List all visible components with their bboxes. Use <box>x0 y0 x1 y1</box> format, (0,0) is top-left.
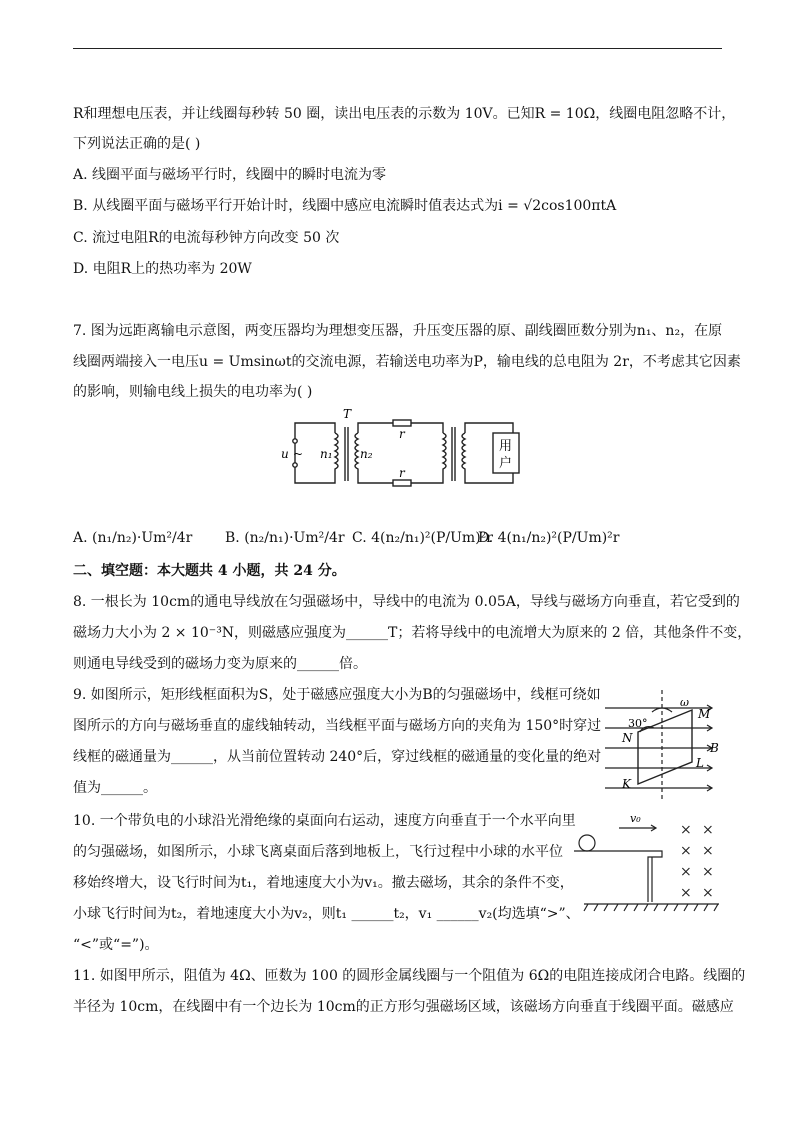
field-cross-6: × <box>702 864 714 880</box>
user-label-2: 户 <box>499 456 513 471</box>
field-cross-3: × <box>680 843 692 859</box>
q9-line-4: 值为______。 <box>73 780 157 796</box>
line-resistance-label-bottom: r <box>399 466 405 480</box>
q9-line-3: 线框的磁通量为______，从当前位置转动 240°后，穿过线框的磁通量的变化量的绝对 <box>73 749 602 765</box>
coil-label-n2: n₂ <box>360 447 373 461</box>
charged-ball-diagram <box>574 810 724 915</box>
velocity-label-v0: v₀ <box>630 812 641 825</box>
q7-stem-line-1: 7. 图为远距离输电示意图，两变压器均为理想变压器，升压变压器的原、副线圈匝数分别为n₁、n₂，在原 <box>73 323 723 339</box>
q8-line-2: 磁场力大小为 2 × 10⁻³N，则磁感应强度为______T；若将导线中的电流增大为原来的 2 倍，其他条件不变， <box>73 625 752 641</box>
q6-option-a: A. 线圈平面与磁场平行时，线圈中的瞬时电流为零 <box>73 167 387 183</box>
q10-line-1: 10. 一个带负电的小球沿光滑绝缘的桌面向右运动，速度方向垂直于一个水平向里 <box>73 813 576 829</box>
core-label-t: T <box>343 407 352 421</box>
q10-line-5: “<”或“=”)。 <box>73 937 159 953</box>
q9-line-2: 图所示的方向与磁场垂直的虚线轴转动，当线框平面与磁场方向的夹角为 150°时穿过 <box>73 718 602 734</box>
source-label-u: u <box>281 447 289 461</box>
q8-line-1: 8. 一根长为 10cm的通电导线放在匀强磁场中，导线中的电流为 0.05A，导线与磁场方向垂直，若它受到的 <box>73 594 740 610</box>
field-cross-2: × <box>702 822 714 838</box>
q7-option-a: A. (n₁/n₂)·Um²/4r <box>73 530 193 546</box>
q10-line-3: 移始终增大，设飞行时间为t₁，着地速度大小为v₁。撤去磁场，其余的条件不变， <box>73 875 574 891</box>
transmission-circuit-diagram <box>275 403 525 498</box>
q7-stem-line-3: 的影响，则输电线上损失的电功率为( ) <box>73 384 313 400</box>
q7-option-c: C. 4(n₂/n₁)²(P/Um)²r <box>352 530 493 546</box>
rotating-frame-figure <box>600 690 725 804</box>
q6-option-b: B. 从线圈平面与磁场平行开始计时，线圈中感应电流瞬时值表达式为i = √2cos100πtA <box>73 198 617 214</box>
vertex-label-l: L <box>696 756 704 770</box>
rotating-frame-diagram <box>600 690 725 800</box>
q11-line-2: 半径为 10cm，在线圈中有一个边长为 10cm的正方形匀强磁场区域，该磁场方向垂直于线圈平面。磁感应 <box>73 999 734 1015</box>
q6-option-d: D. 电阻R上的热功率为 20W <box>73 261 252 277</box>
vertex-label-k: K <box>622 777 631 791</box>
section-heading: 二、填空题：本大题共 4 小题，共 24 分。 <box>73 563 346 579</box>
vertex-label-m: M <box>698 707 711 721</box>
field-cross-5: × <box>680 864 692 880</box>
angle-label: 30° <box>628 717 648 730</box>
q11-line-1: 11. 如图甲所示，阻值为 4Ω、匝数为 100 的圆形金属线圈与一个阻值为 6Ω的电阻连接成闭合电路。线圈的 <box>73 968 746 984</box>
q7-option-d: D. 4(n₁/n₂)²(P/Um)²r <box>478 530 620 546</box>
angular-velocity-label: ω <box>680 696 689 709</box>
line-resistance-label-top: r <box>399 427 405 441</box>
field-label-b: B <box>710 741 719 755</box>
q8-line-3: 则通电导线受到的磁场力变为原来的______倍。 <box>73 656 367 672</box>
q6-stem-line-1: R和理想电压表，并让线圈每秒转 50 圈，读出电压表的示数为 10V。已知R = 10Ω，线圈电阻忽略不计， <box>73 106 736 122</box>
q6-stem-line-2: 下列说法正确的是( ) <box>73 136 201 152</box>
transmission-circuit-figure <box>275 403 525 502</box>
user-label-1: 用 <box>499 439 513 454</box>
header-rule <box>73 48 722 49</box>
q6-option-c: C. 流过电阻R的电流每秒钟方向改变 50 次 <box>73 230 340 246</box>
q7-option-b: B. (n₂/n₁)·Um²/4r <box>225 530 345 546</box>
field-cross-1: × <box>680 822 692 838</box>
q10-line-4: 小球飞行时间为t₂，着地速度大小为v₂，则t₁ ______t₂，v₁ ______v₂(均选填“>”、 <box>73 906 580 922</box>
ac-source-icon: ~ <box>293 447 304 461</box>
field-cross-4: × <box>702 843 714 859</box>
q9-line-1: 9. 如图所示，矩形线框面积为S，处于磁感应强度大小为B的匀强磁场中，线框可绕如 <box>73 687 601 703</box>
field-cross-8: × <box>702 885 714 901</box>
q10-line-2: 的匀强磁场，如图所示，小球飞离桌面后落到地板上，飞行过程中小球的水平位 <box>73 844 563 860</box>
charged-ball-figure <box>574 810 724 919</box>
vertex-label-n: N <box>622 731 633 745</box>
field-cross-7: × <box>680 885 692 901</box>
q7-stem-line-2: 线圈两端接入一电压u = Umsinωt的交流电源，若输送电功率为P，输电线的总电阻为 2r，不考虑其它因素 <box>73 354 741 370</box>
coil-label-n1: n₁ <box>320 447 333 461</box>
